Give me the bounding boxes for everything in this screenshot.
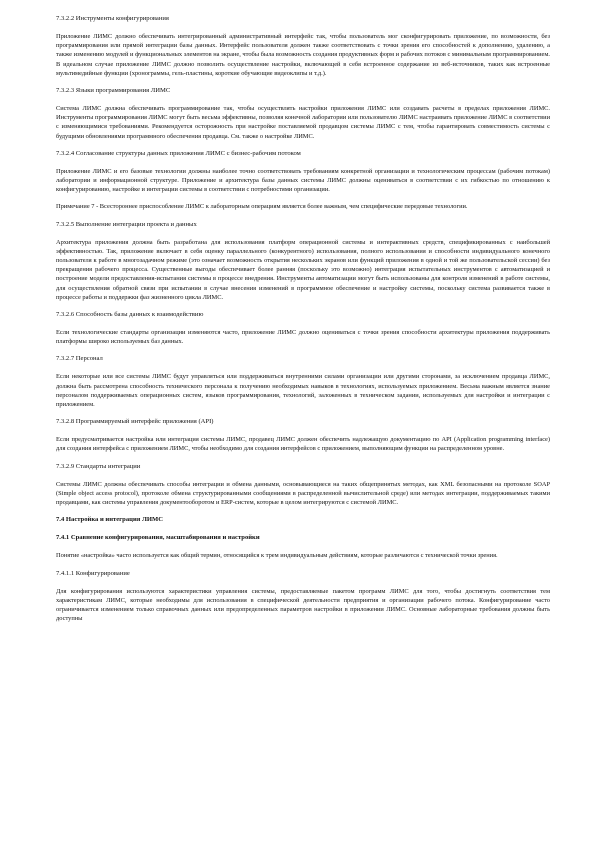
body-paragraph: Система ЛИМС должна обеспечивать программирование так, чтобы осуществлять настройки приложения ЛИМС или создавать расчеты в пределах приложения ЛИМС. Инструменты программирования ЛИМС могут быть весьма эффективны, позволяя конечной лаборатории или пользователю ЛИМС настраивать приложение ЛИМС в соответствии с изменяющимися требованиями. Рекомендуется осторожность при настройке поставляемой продавцом системы ЛИМС с тем, чтобы гарантировать совместимость системы с будущими обновлениями программного обеспечения продавца. См. также о настройке ЛИМС. <box>56 105 550 140</box>
body-paragraph: Примечание 7 - Всестороннее приспособление ЛИМС к лабораторным операциям является более важным, чем специфические передовые технологии. <box>56 203 468 211</box>
body-paragraph: Приложение ЛИМС должно обеспечивать интегрированный административный интерфейс так, чтобы пользователь мог сконфигурировать приложение, по возможности, без программирования или прямой интеграции базы данных. Интерфейс пользователя должен также соответствовать с точки зрения его способностей к дополнению, удалению, а также изменению модулей и функциональных элементов на экране, чтобы была возможность создания продуктивных форм и рабочих потоков с минимальным программированием. В идеальном случае приложение ЛИМС должно позволить осуществление настройки, включающей в себя встроенное содержание из веб-источников, таких как встроенные мультимедийные функции (хронограммы, гель-пластины, короткие обучающие видеоклипы и т.д.). <box>56 33 550 77</box>
section-heading: 7.3.2.4 Согласование структуры данных приложения ЛИМС с бизнес-рабочим потоком <box>56 149 301 157</box>
body-paragraph: Понятие «настройка» часто используется как общий термин, относящийся к трем индивидуальным действиям, которые различаются с технической точки зрения. <box>56 552 498 560</box>
body-paragraph: Приложение ЛИМС и его базовые технологии должны наиболее точно соответствовать требованиям конкретной организации и технологическим процессам (рабочим потокам) лаборатории и информационной структуре. Приложение и архитектура базы данных системы ЛИМС должны оцениваться в соответствии с их гибкостью по отношению к конфигурированию, настройке и интеграции системы в соответствии с потребностями организации. <box>56 167 550 194</box>
section-heading: 7.4 Настройка и интеграция ЛИМС <box>56 516 163 524</box>
section-heading: 7.3.2.8 Программируемый интерфейс приложения (API) <box>56 418 214 426</box>
section-heading: 7.3.2.7 Персонал <box>56 355 103 363</box>
body-paragraph: Если некоторые или все системы ЛИМС будут управляться или поддерживаться внутренними силами организации или другими сторонами, за исключением продавца ЛИМС, должна быть рассмотрена способность технического персонала к получению необходимых навыков в технологиях, используемых приложением. Весьма важным является знание персоналом поддерживаемых операционных систем, языков программирования, технологий, заложенных в техническом задании, используемых для настройки и интеграции с приложением. <box>56 373 550 409</box>
body-paragraph: Системы ЛИМС должны обеспечивать способы интеграции и обмена данными, основывающиеся на таких общепринятых методах, как XML безопасными на протоколе SOAP (Simple object access protocol), протоколе обмена структурированными сообщениями в распределенной вычислительной среде) или методах интеграции, поддерживаемых такими продавцами, как системы управления документооборотом и ERP-систем, которые в целом интегрируются с системой ЛИМС. <box>56 480 550 507</box>
body-paragraph: Для конфигурирования используются характеристики управления системы, предоставляемые пакетом программ ЛИМС для того, чтобы достигнуть соответствия тем характеристикам ЛИМС, которые необходимы для использования в специфической деятельности предприятия и организации рабочего потока. Конфигурирование часто ограничивается изменением только справочных данных или предопределенных параметров настройки в приложении ЛИМС. Основные лабораторные требования должны быть доступны <box>56 587 550 623</box>
body-paragraph: Если предусматривается настройка или интеграция системы ЛИМС, продавец ЛИМС должен обеспечить надлежащую документацию по API (Application programming interface) для создания интерфейса с приложением ЛИМС, чтобы необходимо для создания интерфейсов с приложением, выполняющим функции на распределенном уровне. <box>56 436 550 453</box>
section-heading: 7.4.1.1 Конфигурирование <box>56 569 130 577</box>
section-heading: 7.3.2.6 Способность базы данных к взаимодействию <box>56 311 204 319</box>
body-paragraph: Если технологические стандарты организации изменяются часто, приложение ЛИМС должно оцениваться с точки зрения способности архитектуры приложения поддерживать платформы широко используемых баз данных. <box>56 329 550 346</box>
section-heading: 7.3.2.9 Стандарты интеграции <box>56 462 141 470</box>
document-page <box>56 14 550 631</box>
section-heading: 7.3.2.3 Языки программирования ЛИМС <box>56 87 171 95</box>
section-heading: 7.4.1 Сравнение конфигурирования, масштабирования и настройки <box>56 534 260 542</box>
body-paragraph: Архитектура приложения должна быть разработана для использования платформ операционной системы и интерактивных средств, спецификированных с наибольшей эффективностью. Так, приложение включает в себя оценку параллельного (конкурентного) использования, полного использования и способности индивидуального конечного пользователя к работе в многозадачном режиме (это означает возможность открытия нескольких экранов или функций приложения в одной и той же пользовательской сессии) без прекращения рабочего процесса. Существенные выгоды обеспечивает более ранняя (поскольку это возможно) интеграция испытательных инструментов с автоматизацией и построение модели предоставления-испытания системы в процессе внедрения. Инструменты автоматизации могут быть использованы для контроля изменений в работе системы, для осуществления обратной связи при испытании в случае внесения изменений в программное обеспечение и настройку системы, поскольку система развивается также в процессе работы и поддержки фаз жизненного цикла ЛИМС. <box>56 238 550 301</box>
section-heading: 7.3.2.2 Инструменты конфигурирования <box>56 15 169 22</box>
section-heading: 7.3.2.5 Выполнение интеграции проекта и данных <box>56 220 197 228</box>
